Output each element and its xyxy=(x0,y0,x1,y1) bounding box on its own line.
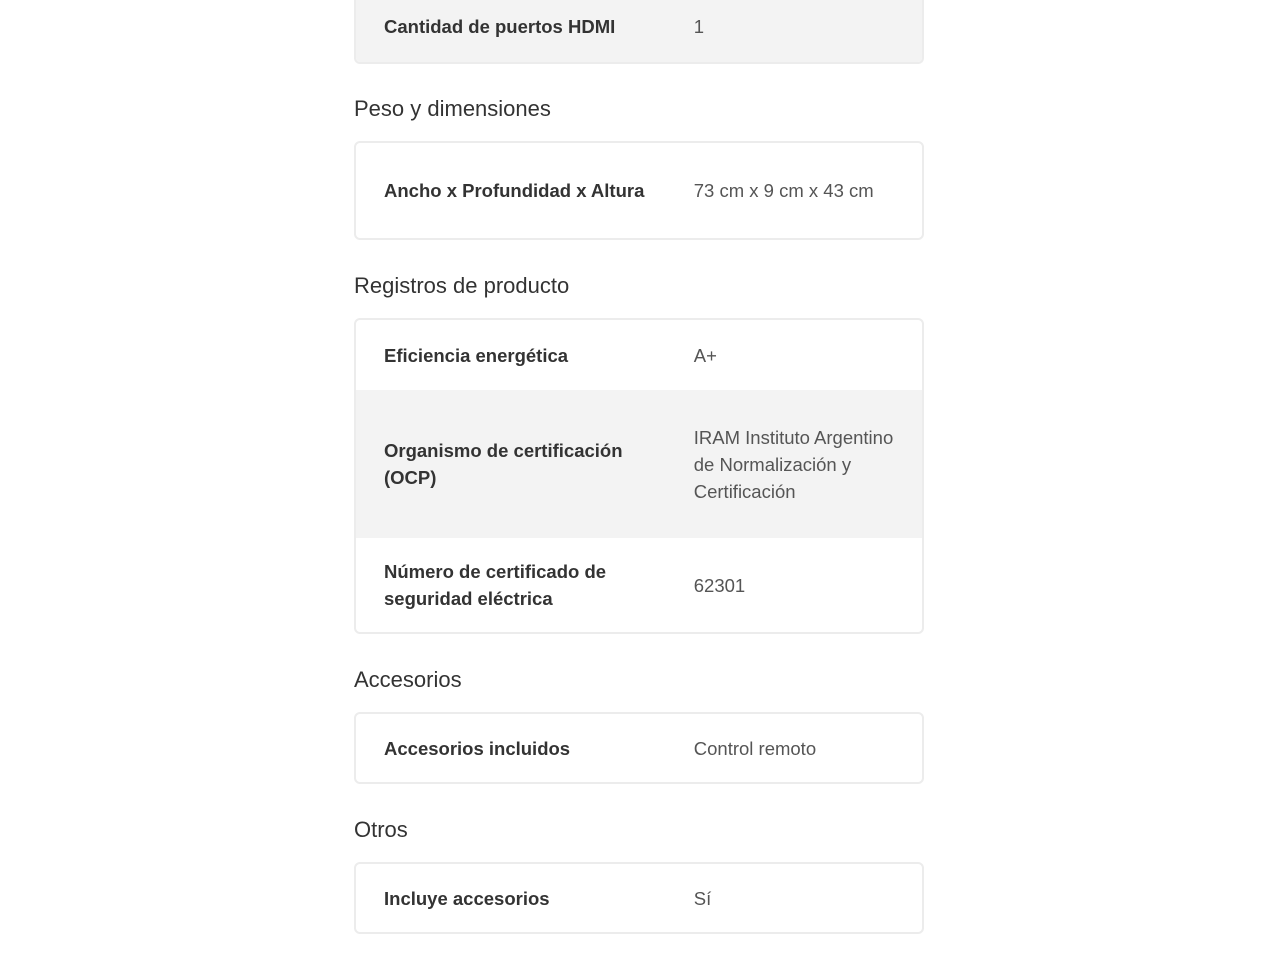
spec-label: Ancho x Profundidad x Altura xyxy=(384,180,645,201)
specs-table-connectivity xyxy=(354,0,924,64)
section-title-others: Otros xyxy=(354,817,408,842)
spec-label: Organismo de certificación (OCP) xyxy=(384,440,623,488)
table-row xyxy=(356,320,922,390)
spec-label: Eficiencia energética xyxy=(384,344,569,366)
table-row xyxy=(356,714,922,782)
table-row xyxy=(356,390,922,538)
section-title-weight-dimensions: Peso y dimensiones xyxy=(354,96,551,121)
spec-value: Sí xyxy=(693,887,712,909)
specs-table-product-registrations xyxy=(354,318,924,634)
table-row xyxy=(356,864,922,932)
spec-value: A+ xyxy=(693,344,717,366)
table-row xyxy=(356,143,922,238)
section-title-product-registrations: Registros de producto xyxy=(354,273,570,298)
spec-label: Cantidad de puertos HDMI xyxy=(384,15,616,37)
specs-table-weight-dimensions xyxy=(354,141,924,240)
spec-label: Número de certificado de seguridad eléctrica xyxy=(384,561,607,609)
spec-value: 62301 xyxy=(693,574,746,596)
spec-value: IRAM Instituto Argentino de Normalización y Certificación xyxy=(693,426,894,502)
spec-label: Accesorios incluidos xyxy=(384,737,571,759)
spec-value: Control remoto xyxy=(693,737,817,759)
table-row xyxy=(356,538,922,632)
specs-table-others xyxy=(354,862,924,934)
section-title-accessories: Accesorios xyxy=(354,667,462,692)
spec-label: Incluye accesorios xyxy=(384,887,550,909)
spec-value: 1 xyxy=(693,15,705,37)
specs-table-accessories xyxy=(354,712,924,784)
spec-value: 73 cm x 9 cm x 43 cm xyxy=(693,180,874,201)
table-row xyxy=(356,0,922,62)
